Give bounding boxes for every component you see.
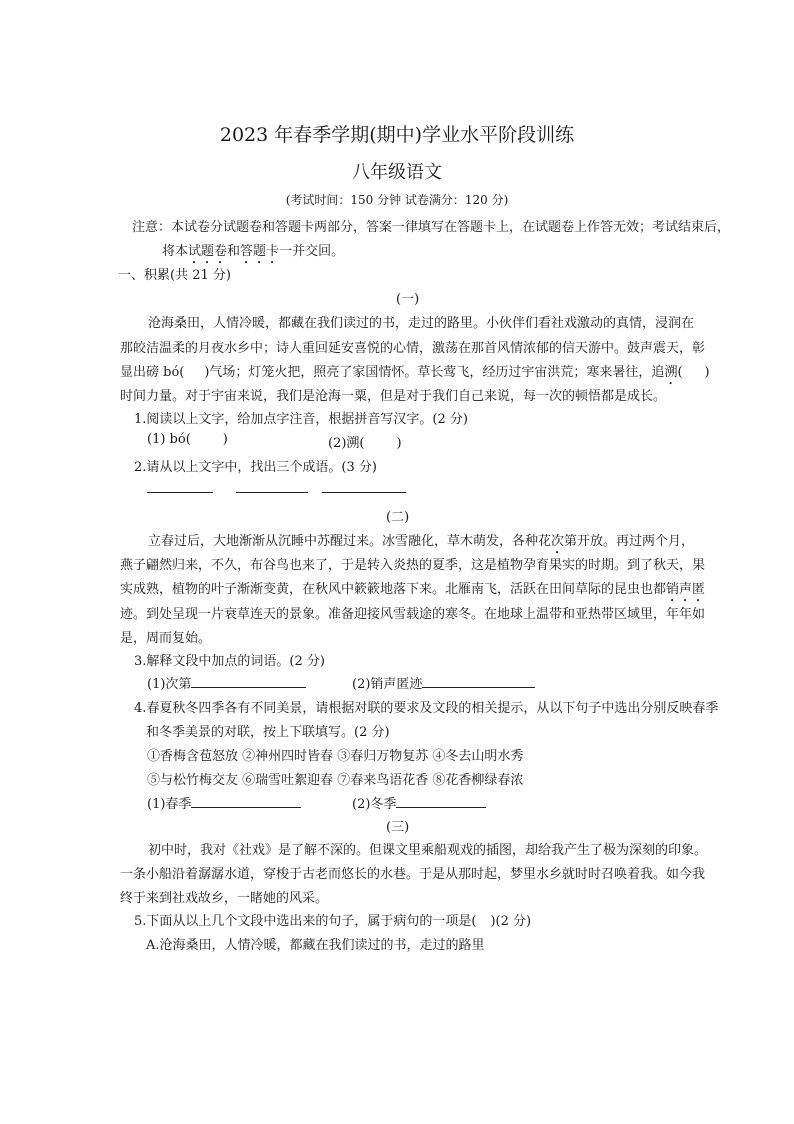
page-subtitle: 八年级语文	[352, 162, 442, 183]
question-3: 3.解释文段中加点的词语。(2 分)	[134, 654, 325, 669]
answer-blank[interactable]	[147, 492, 213, 493]
q1-option-2: (2)溯( )	[328, 436, 402, 451]
question-1: 1.阅读以上文字，给加点字注音，根据拼音写汉字。(2 分)	[134, 412, 468, 427]
notice-line-2: 将本试题卷和答题卡一并交回。	[162, 244, 345, 259]
answer-blank[interactable]	[191, 675, 306, 688]
passage1-line: 显出磅 bó( )气场；灯笼火把，照亮了家国情怀。草长莺飞，经历过宇宙洪荒；寒来暑往，追溯( )	[120, 365, 710, 380]
passage3-line: 初中时，我对《社戏》是了解不深的。但课文里乘船观戏的插图，却给我产生了极为深刻的印象。	[148, 843, 708, 858]
section-heading-2: (二)	[386, 510, 410, 525]
passage1-line: 那皎洁温柔的月夜水乡中；诗人重回延安喜悦的心情，激荡在那首风情浓郁的信天游中。鼓声震天，彰	[120, 341, 706, 356]
exam-info: (考试时间：150 分钟 试卷满分：120 分)	[285, 193, 509, 207]
passage2-line: 实成熟，植物的叶子渐渐变黄，在秋风中簌簌地落下来。北雁南飞，活跃在田间草际的昆虫也都销声匿	[120, 582, 706, 597]
passage1-line: 时间力量。对于宇宙来说，我们是沧海一粟，但是对于我们自己来说，每一次的顿悟都是成长。	[120, 389, 667, 404]
q3-option-1: (1)次第	[147, 673, 306, 692]
passage2-line: 燕子翩然归来，不久，布谷鸟也来了，于是转入炎热的夏季，这是植物孕育果实的时期。到了秋天，果	[120, 558, 706, 573]
q4-options-row-1: ①香梅含苞怒放 ②神州四时皆春 ③春归万物复苏 ④冬去山明水秀	[147, 749, 524, 764]
q1-option-1: (1) bó( )	[147, 432, 228, 447]
section-heading-1: (一)	[396, 292, 420, 307]
passage1-line: 沧海桑田，人情冷暖，都藏在我们读过的书，走过的路里。小伙伴们看社戏激动的真情，浸润在	[148, 316, 695, 331]
passage3-line: 终于来到社戏故乡，一睹她的风采。	[120, 891, 329, 906]
section-heading-3: (三)	[386, 820, 410, 835]
question-5: 5.下面从以上几个文段中选出来的句子，属于病句的一项是( )(2 分)	[134, 914, 532, 929]
question-4-line-1: 4.春夏秋冬四季各有不同美景，请根据对联的要求及文段的相关提示，从以下句子中选出分别反映春季	[134, 701, 719, 716]
q5-option-a: A.沧海桑田，人情冷暖，都藏在我们读过的书，走过的路里	[146, 938, 485, 953]
q4-answer-1: (1)春季	[147, 793, 301, 812]
answer-blank[interactable]	[236, 492, 308, 493]
passage2-line: 迹。到处呈现一片衰草连天的景象。准备迎接风雪载途的寒冬。在地球上温带和亚热带区域里，年年如	[120, 607, 706, 622]
q4-options-row-2: ⑤与松竹梅交友 ⑥瑞雪吐絮迎春 ⑦春来鸟语花香 ⑧花香柳绿春浓	[147, 773, 524, 788]
passage2-line: 是，周而复始。	[120, 631, 212, 646]
q4-answer-2: (2)冬季	[352, 793, 486, 812]
passage3-line: 一条小船沿着潺潺水道，穿梭于古老而悠长的水巷。于是从那时起，梦里水乡就时时召唤着我。如今我	[120, 867, 706, 882]
answer-blank[interactable]	[191, 795, 301, 808]
question-2: 2.请从以上文字中，找出三个成语。(3 分)	[134, 460, 377, 475]
answer-blank[interactable]	[422, 675, 535, 688]
answer-blank[interactable]	[396, 795, 486, 808]
passage2-line: 立春过后，大地渐渐从沉睡中苏醒过来。冰雪融化，草木萌发，各种花次第开放。再过两个月，	[148, 534, 695, 549]
page-title: 2023 年春季学期(期中)学业水平阶段训练	[219, 124, 575, 146]
part1-heading: 一、积累(共 21 分)	[118, 268, 231, 283]
notice-line-1: 注意：本试卷分试题卷和答题卡两部分，答案一律填写在答题卡上，在试题卷上作答无效；考试结束后，	[132, 220, 731, 235]
question-4-line-2: 和冬季美景的对联，按上下联填写。(2 分)	[146, 725, 390, 740]
answer-blank[interactable]	[322, 492, 406, 493]
q3-option-2: (2)销声匿迹	[352, 673, 535, 692]
